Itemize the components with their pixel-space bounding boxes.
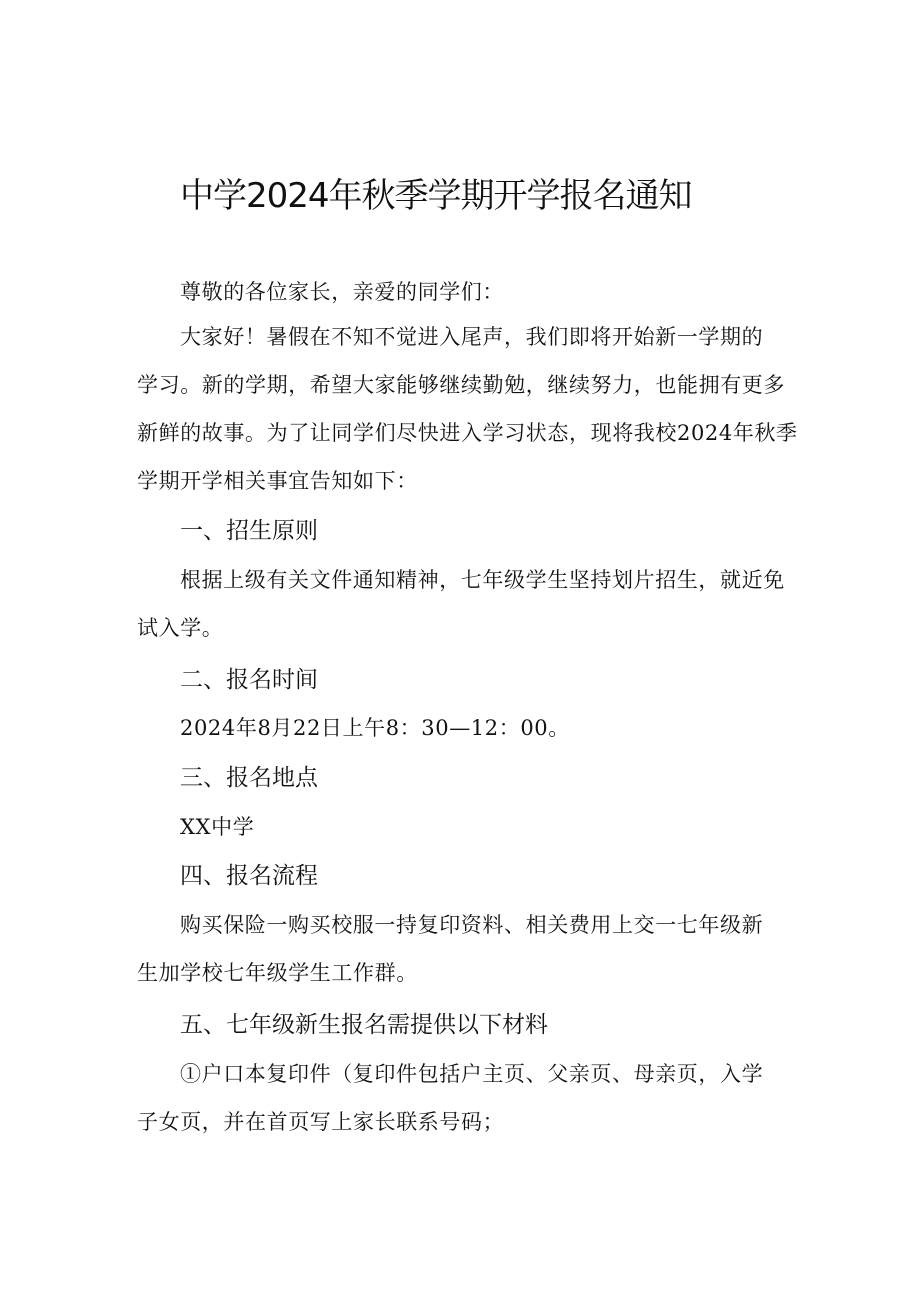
section-5-paragraph [137, 1050, 777, 1146]
greeting: 尊敬的各位家长，亲爱的同学们： [180, 280, 504, 304]
registration-location: XX中学 [180, 815, 255, 839]
section-heading-2: 二、报名时间 [180, 667, 318, 693]
section-heading-4: 四、报名流程 [180, 863, 318, 889]
intro-line-4: 学期开学相关事宜告知如下： [137, 469, 418, 493]
intro-paragraph [137, 313, 798, 505]
intro-line-2: 学习。新的学期，希望大家能够继续勤勉，继续努力，也能拥有更多 [137, 373, 785, 397]
intro-line-1: 大家好！暑假在不知不觉进入尾声，我们即将开始新一学期的 [180, 325, 764, 349]
section-4-paragraph [137, 901, 777, 997]
document-title: 中学2024年秋季学期开学报名通知 [180, 176, 692, 216]
section-1-paragraph [137, 556, 785, 652]
intro-line-3: 新鲜的故事。为了让同学们尽快进入学习状态，现将我校2024年秋季 [137, 421, 798, 445]
section-5-line-2: 子女页，并在首页写上家长联系号码； [137, 1110, 505, 1134]
section-heading-1: 一、招生原则 [180, 518, 318, 544]
section-4-line-1: 购买保险一购买校服一持复印资料、相关费用上交一七年级新 [180, 913, 764, 937]
section-1-line-2: 试入学。 [137, 616, 224, 640]
registration-time: 2024年8月22日上午8：30—12：00。 [180, 716, 570, 740]
section-5-line-1: ①户口本复印件（复印件包括户主页、父亲页、母亲页，入学 [180, 1062, 764, 1086]
section-heading-3: 三、报名地点 [180, 765, 318, 791]
section-heading-5: 五、七年级新生报名需提供以下材料 [180, 1012, 548, 1038]
section-4-line-2: 生加学校七年级学生工作群。 [137, 961, 418, 985]
section-1-line-1: 根据上级有关文件通知精神，七年级学生坚持划片招生，就近免 [180, 568, 785, 592]
